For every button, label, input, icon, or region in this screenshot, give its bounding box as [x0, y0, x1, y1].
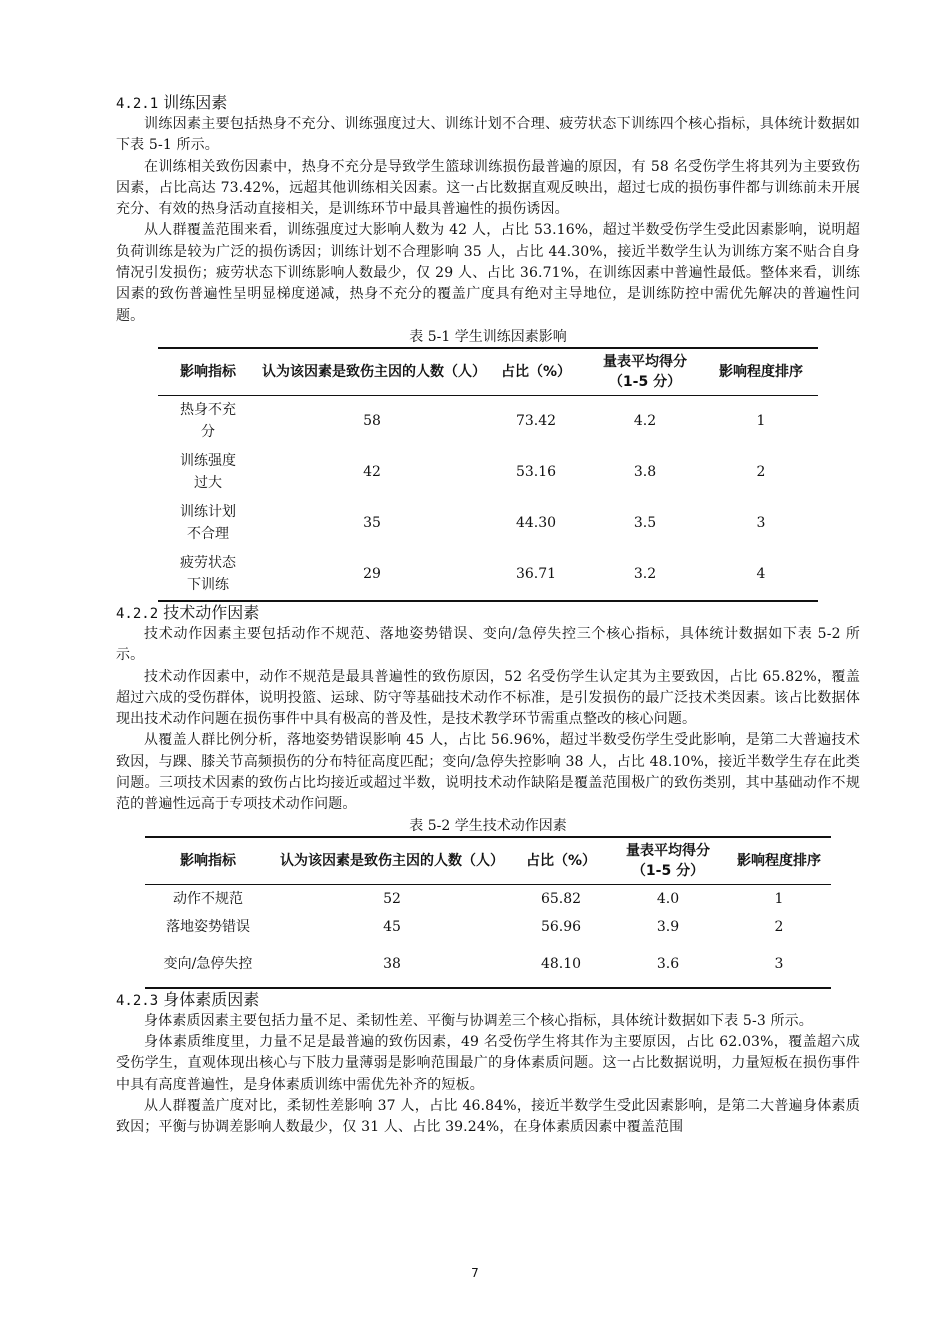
table-cell: 48.10 — [513, 941, 609, 988]
table-cell: 3.6 — [609, 941, 727, 988]
table-cell: 36.71 — [486, 549, 586, 601]
table-cell: 1 — [774, 890, 784, 907]
table-cell: 4 — [704, 549, 818, 601]
table-cell: 56.96 — [540, 918, 582, 935]
paragraph: 身体素质因素主要包括力量不足、柔韧性差、平衡与协调差三个核心指标，具体统计数据如下表 5-3 所示。 — [144, 1012, 813, 1029]
section-title: 技术动作因素 — [163, 602, 260, 622]
column-header: 占比（%） — [486, 348, 586, 396]
paragraph: 从人群覆盖广度对比，柔韧性差影响 37 人，占比 46.84%，接近半数学生受此因素影响，是第二大普遍身体素质致因；平衡与协调差影响人数最少，仅 31 人、占比 39.24%，在身体素质因素中覆盖范围 — [116, 1097, 860, 1136]
table-cell: 4.0 — [656, 890, 680, 907]
table-cell: 训练计划不合理 — [180, 504, 236, 543]
table-cell: 44.30 — [515, 515, 557, 532]
column-header: 认为该因素是致伤主因的人数（人） — [271, 837, 513, 885]
paragraph: 身体素质维度里，力量不足是最普遍的致伤因素，49 名受伤学生将其作为主要原因，占比 62.03%，覆盖超六成受伤学生，直观体现出核心与下肢力量薄弱是影响范围最广的身体素质问题。这一占比数据说明，力量短板在损伤事件中具有高度普遍性，是身体素质训练中需优先补齐的短板。 — [116, 1033, 860, 1093]
table-header-row — [145, 837, 831, 885]
section-title: 训练因素 — [163, 93, 228, 112]
table-cell: 65.82 — [540, 890, 582, 907]
section-number: 4.2.1 — [116, 96, 159, 112]
paragraph: 在训练相关致伤因素中，热身不充分是导致学生篮球训练损伤最普遍的原因，有 58 名受伤学生将其列为主要致伤因素，占比高达 73.42%，远超其他训练相关因素。这一占比数据直观反映出，超过七成的损伤事件都与训练前未开展充分、有效的热身活动直接相关，是训练环节中最具普遍性的损伤诱因。 — [116, 158, 860, 218]
table-cell: 4.2 — [633, 413, 657, 430]
table-cell: 动作不规范 — [173, 890, 243, 907]
column-header: 影响指标 — [158, 348, 258, 396]
table-caption: 表 5-1 学生训练因素影响 — [409, 328, 567, 345]
paragraph: 技术动作因素中，动作不规范是最具普遍性的致伤原因，52 名受伤学生认定其为主要致因，占比 65.82%，覆盖超过六成的受伤群体，说明投篮、运球、防守等基础技术动作不标准，是引发损伤的最广泛技术类因素。该占比数据体现出技术动作问题在损伤事件中具有极高的普及性，是技术教学环节需重点整改的核心问题。 — [116, 668, 860, 728]
table-cell: 35 — [363, 515, 381, 532]
table-cell: 29 — [258, 549, 486, 601]
table-cell: 3.5 — [633, 515, 657, 532]
table-cell: 疲劳状态下训练 — [158, 549, 258, 601]
table-row — [145, 913, 831, 941]
section-heading — [116, 989, 860, 1011]
page-number: 7 — [471, 1266, 479, 1280]
table-cell: 3.9 — [656, 918, 680, 935]
table-cell: 1 — [756, 413, 766, 430]
column-header: 影响指标 — [145, 837, 271, 885]
table-cell: 3 — [756, 515, 766, 532]
technique-factors-table — [145, 836, 831, 989]
table-caption: 表 5-2 学生技术动作因素 — [409, 817, 567, 834]
column-header: 认为该因素是致伤主因的人数（人） — [258, 348, 486, 396]
section-heading — [116, 602, 860, 624]
table-cell: 3.2 — [586, 549, 704, 601]
table-cell: 热身不充分 — [180, 402, 236, 441]
section-number: 4.2.3 — [116, 992, 159, 1009]
training-factors-table — [158, 347, 818, 602]
document-page — [116, 92, 860, 1138]
table-cell: 落地姿势错误 — [166, 918, 250, 935]
paragraph: 技术动作因素主要包括动作不规范、落地姿势错误、变向/急停失控三个核心指标，具体统计数据如下表 5-2 所示。 — [116, 625, 860, 664]
table-cell: 3.8 — [633, 464, 657, 481]
table-cell: 45 — [383, 918, 401, 935]
table-cell: 58 — [363, 413, 381, 430]
table-cell: 42 — [363, 464, 381, 481]
table-cell: 73.42 — [515, 413, 557, 430]
table-header-row — [158, 348, 818, 396]
table-cell: 2 — [774, 918, 784, 935]
table-row — [158, 447, 818, 498]
table-cell: 变向/急停失控 — [145, 941, 271, 988]
table-cell: 38 — [271, 941, 513, 988]
column-header: 影响程度排序 — [704, 348, 818, 396]
table-cell: 53.16 — [515, 464, 557, 481]
table-cell: 52 — [383, 890, 401, 907]
section-heading — [116, 92, 860, 114]
table-row — [145, 884, 831, 913]
table-cell: 3 — [727, 941, 831, 988]
table-row — [158, 498, 818, 549]
table-cell: 训练强度过大 — [180, 453, 236, 492]
column-header: 量表平均得分（1-5 分） — [609, 837, 727, 885]
section-title: 身体素质因素 — [163, 989, 260, 1009]
column-header: 占比（%） — [513, 837, 609, 885]
table-row — [158, 549, 818, 601]
paragraph: 从覆盖人群比例分析，落地姿势错误影响 45 人，占比 56.96%，超过半数受伤学生受此影响，是第二大普遍技术致因，与踝、膝关节高频损伤的分布特征高度匹配；变向/急停失控影响 38 人，占比 48.10%，接近半数学生存在此类问题。三项技术因素的致伤占比均接近或超过半数，说明技术动作缺陷是覆盖范围极广的致伤类别，其中基础动作不规范的普遍性远高于专项技术动作问题。 — [116, 732, 860, 813]
section-number: 4.2.2 — [116, 605, 159, 622]
column-header: 影响程度排序 — [727, 837, 831, 885]
table-row — [158, 395, 818, 447]
paragraph: 从人群覆盖范围来看，训练强度过大影响人数为 42 人，占比 53.16%，超过半数受伤学生受此因素影响，说明超负荷训练是较为广泛的损伤诱因；训练计划不合理影响 35 人，占比 44.30%，接近半数学生认为训练方案不贴合自身情况引发损伤；疲劳状态下训练影响人数最少，仅 29 人、占比 36.71%，在训练因素中普遍性最低。整体来看，训练因素的致伤普遍性呈明显梯度递减，热身不充分的覆盖广度具有绝对主导地位，是训练防控中需优先解决的普遍性问题。 — [116, 222, 860, 324]
table-cell: 2 — [756, 464, 766, 481]
paragraph: 训练因素主要包括热身不充分、训练强度过大、训练计划不合理、疲劳状态下训练四个核心指标，具体统计数据如下表 5-1 所示。 — [116, 116, 860, 154]
column-header: 量表平均得分（1-5 分） — [586, 348, 704, 396]
table-row — [145, 941, 831, 988]
